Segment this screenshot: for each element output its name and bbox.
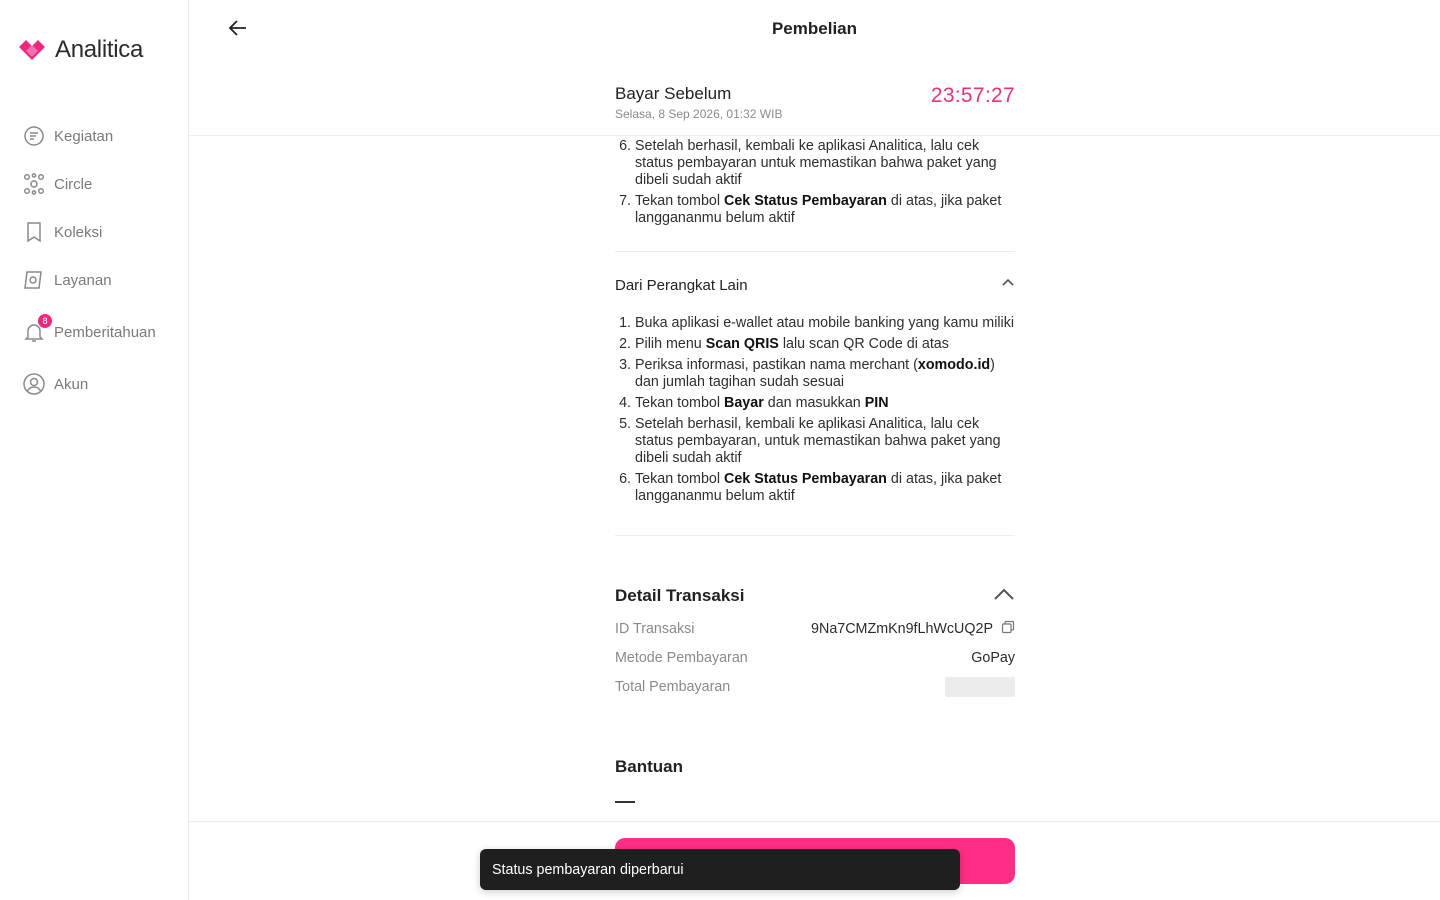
instruction-step xyxy=(615,315,1015,332)
instruction-step xyxy=(615,395,1015,412)
step-text: Buka aplikasi e-wallet atau mobile banking yang kamu miliki xyxy=(635,315,1015,331)
divider xyxy=(615,251,1015,252)
payment-deadline: Selasa, 8 Sep 2026, 01:32 WIB xyxy=(615,107,783,121)
brand-logo[interactable] xyxy=(17,36,143,64)
accordion-title: Dari Perangkat Lain xyxy=(615,277,748,294)
transaction-detail-title: Detail Transaksi xyxy=(615,586,745,605)
sidebar-item-layanan[interactable] xyxy=(22,256,182,304)
step-text: Tekan tombol Cek Status Pembayaran di atas, jika paket langgananmu belum aktif xyxy=(635,471,1002,504)
sidebar xyxy=(0,0,189,900)
bell-icon xyxy=(22,316,48,344)
bookmark-icon xyxy=(22,220,46,244)
step-text: Periksa informasi, pastikan nama merchant (xomodo.id) dan jumlah tagihan sudah sesuai xyxy=(635,357,995,390)
sidebar-item-label: Circle xyxy=(54,175,93,193)
toast-notification: Status pembayaran diperbarui xyxy=(480,849,960,890)
sidebar-item-koleksi[interactable] xyxy=(22,208,182,256)
page-header xyxy=(189,0,1440,136)
sidebar-item-circle[interactable] xyxy=(22,160,182,208)
sidebar-item-label: Kegiatan xyxy=(54,127,114,145)
sidebar-nav xyxy=(22,112,182,408)
sidebar-item-pemberitahuan[interactable] xyxy=(22,304,182,360)
payment-instructions[interactable] xyxy=(615,136,1015,821)
chevron-up-icon[interactable] xyxy=(1001,276,1015,295)
countdown-timer: 23:57:27 xyxy=(930,84,1015,107)
sidebar-item-label: Akun xyxy=(54,375,89,393)
payment-method-value: GoPay xyxy=(971,649,1015,666)
instruction-step xyxy=(615,193,1015,227)
instruction-step xyxy=(615,357,1015,391)
analitica-logo-icon xyxy=(17,37,47,63)
help-item-icon xyxy=(615,801,635,807)
kegiatan-icon xyxy=(22,124,46,148)
step-text: Tekan tombol Bayar dan masukkan PIN xyxy=(635,395,889,411)
transaction-id-value: 9Na7CMZmKn9fLhWcUQ2P xyxy=(811,620,993,637)
step-number: 7. xyxy=(619,193,631,209)
user-icon xyxy=(22,372,46,396)
step-number: 1. xyxy=(619,315,631,331)
step-number: 5. xyxy=(619,416,631,432)
step-text: Setelah berhasil, kembali ke aplikasi Analitica, lalu cek status pembayaran, untuk memastikan bahwa paket yang dibeli sudah aktif xyxy=(635,416,1001,466)
circle-icon xyxy=(22,172,46,196)
instruction-step xyxy=(615,471,1015,505)
pay-before-label: Bayar Sebelum xyxy=(615,84,732,103)
sidebar-item-akun[interactable] xyxy=(22,360,182,408)
transaction-row-total xyxy=(615,672,1015,701)
sidebar-item-label: Layanan xyxy=(54,271,112,289)
accordion-transaction-detail[interactable] xyxy=(615,586,1015,606)
step-text: Setelah berhasil, kembali ke aplikasi Analitica, lalu cek status pembayaran untuk memastikan bahwa paket yang dibeli sudah aktif xyxy=(635,138,997,188)
copy-icon[interactable] xyxy=(1001,620,1015,638)
sidebar-item-label: Koleksi xyxy=(54,223,103,241)
instructions-list-top xyxy=(615,138,1015,227)
transaction-row-method xyxy=(615,643,1015,672)
transaction-id-label: ID Transaksi xyxy=(615,620,695,637)
instruction-step xyxy=(615,138,1015,189)
notification-badge: 8 xyxy=(38,314,52,328)
step-number: 6. xyxy=(619,138,631,154)
step-number: 3. xyxy=(619,357,631,373)
transaction-row-id xyxy=(615,614,1015,643)
chevron-up-icon[interactable] xyxy=(993,587,1015,606)
brand-name: Analitica xyxy=(55,36,144,63)
total-payment-label: Total Pembayaran xyxy=(615,678,731,695)
pay-before-block xyxy=(615,84,782,121)
instruction-step xyxy=(615,416,1015,467)
sidebar-item-kegiatan[interactable] xyxy=(22,112,182,160)
help-title: Bantuan xyxy=(615,757,683,776)
step-number: 4. xyxy=(619,395,631,411)
accordion-other-device[interactable] xyxy=(615,276,1015,295)
step-number: 6. xyxy=(619,471,631,487)
payment-method-label: Metode Pembayaran xyxy=(615,649,748,666)
step-text: Tekan tombol Cek Status Pembayaran di atas, jika paket langgananmu belum aktif xyxy=(635,193,1002,226)
step-text: Pilih menu Scan QRIS lalu scan QR Code di atas xyxy=(635,336,949,352)
divider xyxy=(615,535,1015,536)
instructions-list-other-device xyxy=(615,315,1015,505)
step-number: 2. xyxy=(619,336,631,352)
transaction-detail-table xyxy=(615,614,1015,701)
instruction-step xyxy=(615,336,1015,353)
total-payment-loading-skeleton xyxy=(945,677,1015,697)
page-title: Pembelian xyxy=(771,19,858,38)
layanan-icon xyxy=(22,268,46,292)
sidebar-item-label: Pemberitahuan xyxy=(54,323,156,341)
